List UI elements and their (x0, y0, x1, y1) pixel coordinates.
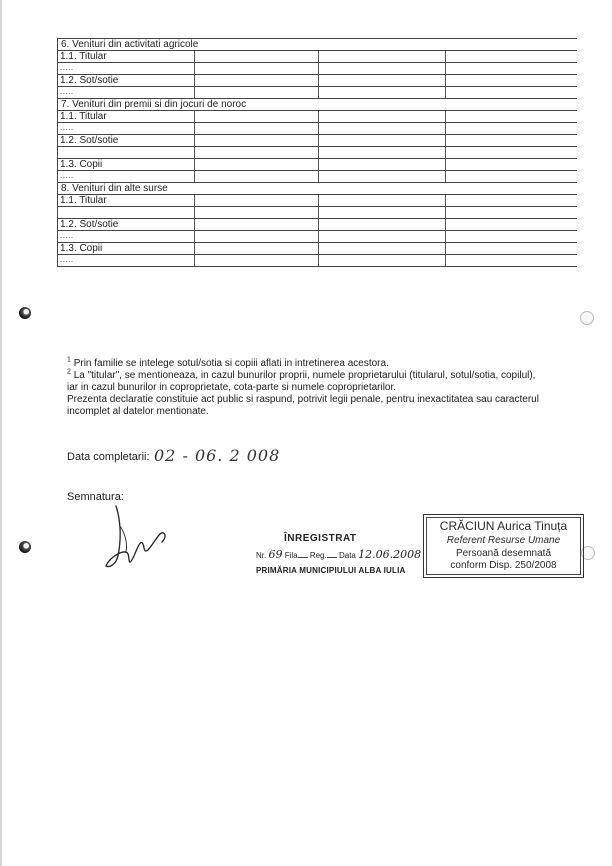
reg-blank (327, 557, 337, 558)
reg-label: Reg. (309, 551, 327, 560)
section-title: 7. Venituri din premii si din jocuri de noroc (61, 99, 247, 110)
row-label: ..... (60, 87, 74, 96)
column-divider (194, 195, 195, 206)
column-divider (318, 75, 319, 86)
column-divider (445, 243, 446, 254)
column-divider (318, 87, 319, 98)
column-divider (194, 207, 195, 218)
row-label: 1.3. Copii (60, 243, 103, 254)
footnote-text: La "titular", se mentioneaza, in cazul bunurilor proprii, numele proprietarului (titularul, sotul/sotia, copilul), iar in cazul bunurilor in coproprietate, cota-parte si numele coproprietarilor. (67, 370, 536, 393)
punch-hole-icon (580, 311, 594, 325)
column-divider (445, 63, 446, 74)
hr-stamp-line4: conform Disp. 250/2008 (450, 560, 557, 571)
section-title: 6. Venituri din activitati agricole (61, 39, 199, 50)
column-divider (445, 255, 446, 266)
column-divider (194, 255, 195, 266)
hr-stamp-inner-border (426, 517, 581, 575)
column-divider (194, 219, 195, 230)
column-divider (445, 135, 446, 146)
table-row (58, 159, 577, 171)
punch-hole-icon (19, 541, 31, 553)
column-divider (445, 123, 446, 134)
column-divider (194, 159, 195, 170)
hr-stamp (423, 514, 584, 578)
row-label: 1.1. Titular (60, 111, 107, 122)
nr-value: 69 (268, 548, 283, 561)
column-divider (194, 135, 195, 146)
table-row (58, 219, 577, 231)
footnote-text: Prin familie se intelege sotul/sotia si copiii aflati in intretinerea acestora. (73, 358, 389, 369)
column-divider (318, 219, 319, 230)
footnote-1 (67, 358, 547, 370)
footnote-mark: 1 (67, 356, 71, 364)
table-row (58, 231, 577, 243)
row-label: 1.2. Sot/sotie (60, 75, 119, 86)
column-divider (445, 219, 446, 230)
column-divider (318, 243, 319, 254)
table-row (58, 87, 577, 99)
column-divider (318, 231, 319, 242)
table-row (58, 243, 577, 255)
hr-stamp-line3: Persoană desemnată (455, 548, 552, 559)
column-divider (318, 255, 319, 266)
column-divider (318, 111, 319, 122)
data-label: Data (338, 551, 356, 560)
column-divider (318, 51, 319, 62)
column-divider (445, 159, 446, 170)
row-label: ..... (60, 231, 74, 240)
row-label: 1.1. Titular (60, 195, 107, 206)
column-divider (318, 63, 319, 74)
signature-label: Semnatura: (67, 491, 124, 503)
fila-label: Fila (284, 551, 298, 560)
column-divider (194, 51, 195, 62)
column-divider (318, 195, 319, 206)
column-divider (318, 147, 319, 158)
registration-institution: PRIMĂRIA MUNICIPIULUI ALBA IULIA (256, 566, 406, 575)
date-label: Data completarii: (67, 451, 150, 463)
column-divider (318, 123, 319, 134)
row-label: 1.2. Sot/sotie (60, 135, 119, 146)
row-label: ..... (60, 63, 74, 72)
column-divider (194, 231, 195, 242)
table-row (58, 171, 577, 183)
footnote-mark: 2 (67, 368, 71, 376)
column-divider (445, 75, 446, 86)
column-divider (318, 159, 319, 170)
punch-hole-icon (19, 307, 31, 319)
table-row (58, 207, 577, 219)
column-divider (445, 147, 446, 158)
column-divider (194, 147, 195, 158)
table-row (58, 135, 577, 147)
registration-line (256, 548, 421, 561)
data-value: 12.06.2008 (358, 548, 422, 561)
fila-blank (298, 557, 308, 558)
column-divider (194, 171, 195, 182)
row-label: ..... (60, 123, 74, 132)
row-label: 1.2. Sot/sotie (60, 219, 119, 230)
hr-stamp-name: CRĂCIUN Aurica Tinuța (439, 519, 568, 533)
table-row (58, 147, 577, 159)
row-label: 1.1. Titular (60, 51, 107, 62)
column-divider (445, 87, 446, 98)
table-row (58, 255, 577, 267)
footnotes (67, 358, 547, 418)
table-row (58, 51, 577, 63)
column-divider (445, 195, 446, 206)
column-divider (445, 111, 446, 122)
table-row (58, 75, 577, 87)
column-divider (445, 207, 446, 218)
table-row (58, 195, 577, 207)
section-header-row (58, 99, 577, 111)
row-label: ..... (60, 171, 74, 180)
registration-title: ÎNREGISTRAT (284, 533, 357, 544)
income-table (57, 38, 577, 267)
section-title: 8. Venituri din alte surse (61, 183, 168, 194)
column-divider (194, 75, 195, 86)
table-row (58, 111, 577, 123)
column-divider (194, 111, 195, 122)
row-label: ..... (60, 255, 74, 264)
column-divider (194, 243, 195, 254)
footnote-2 (67, 370, 547, 394)
column-divider (318, 207, 319, 218)
column-divider (445, 171, 446, 182)
column-divider (318, 171, 319, 182)
table-row (58, 63, 577, 75)
hr-stamp-role: Referent Resurse Umane (446, 535, 561, 546)
declaration-text: Prezenta declaratie constituie act public si raspund, potrivit legii penale, pentru inexactitatea sau caracterul incomplet al datelor mentionate. (67, 394, 539, 417)
date-handwritten: 02 - 06. 2 008 (154, 446, 281, 465)
registration-stamp (256, 533, 422, 583)
column-divider (318, 135, 319, 146)
column-divider (194, 123, 195, 134)
column-divider (445, 231, 446, 242)
scan-edge (0, 0, 2, 866)
row-label: 1.3. Copii (60, 159, 103, 170)
column-divider (194, 87, 195, 98)
section-header-row (58, 183, 577, 195)
section-header-row (58, 38, 577, 51)
signature-mark (98, 496, 178, 576)
nr-label: Nr. (256, 551, 267, 560)
column-divider (445, 51, 446, 62)
table-row (58, 123, 577, 135)
column-divider (194, 63, 195, 74)
